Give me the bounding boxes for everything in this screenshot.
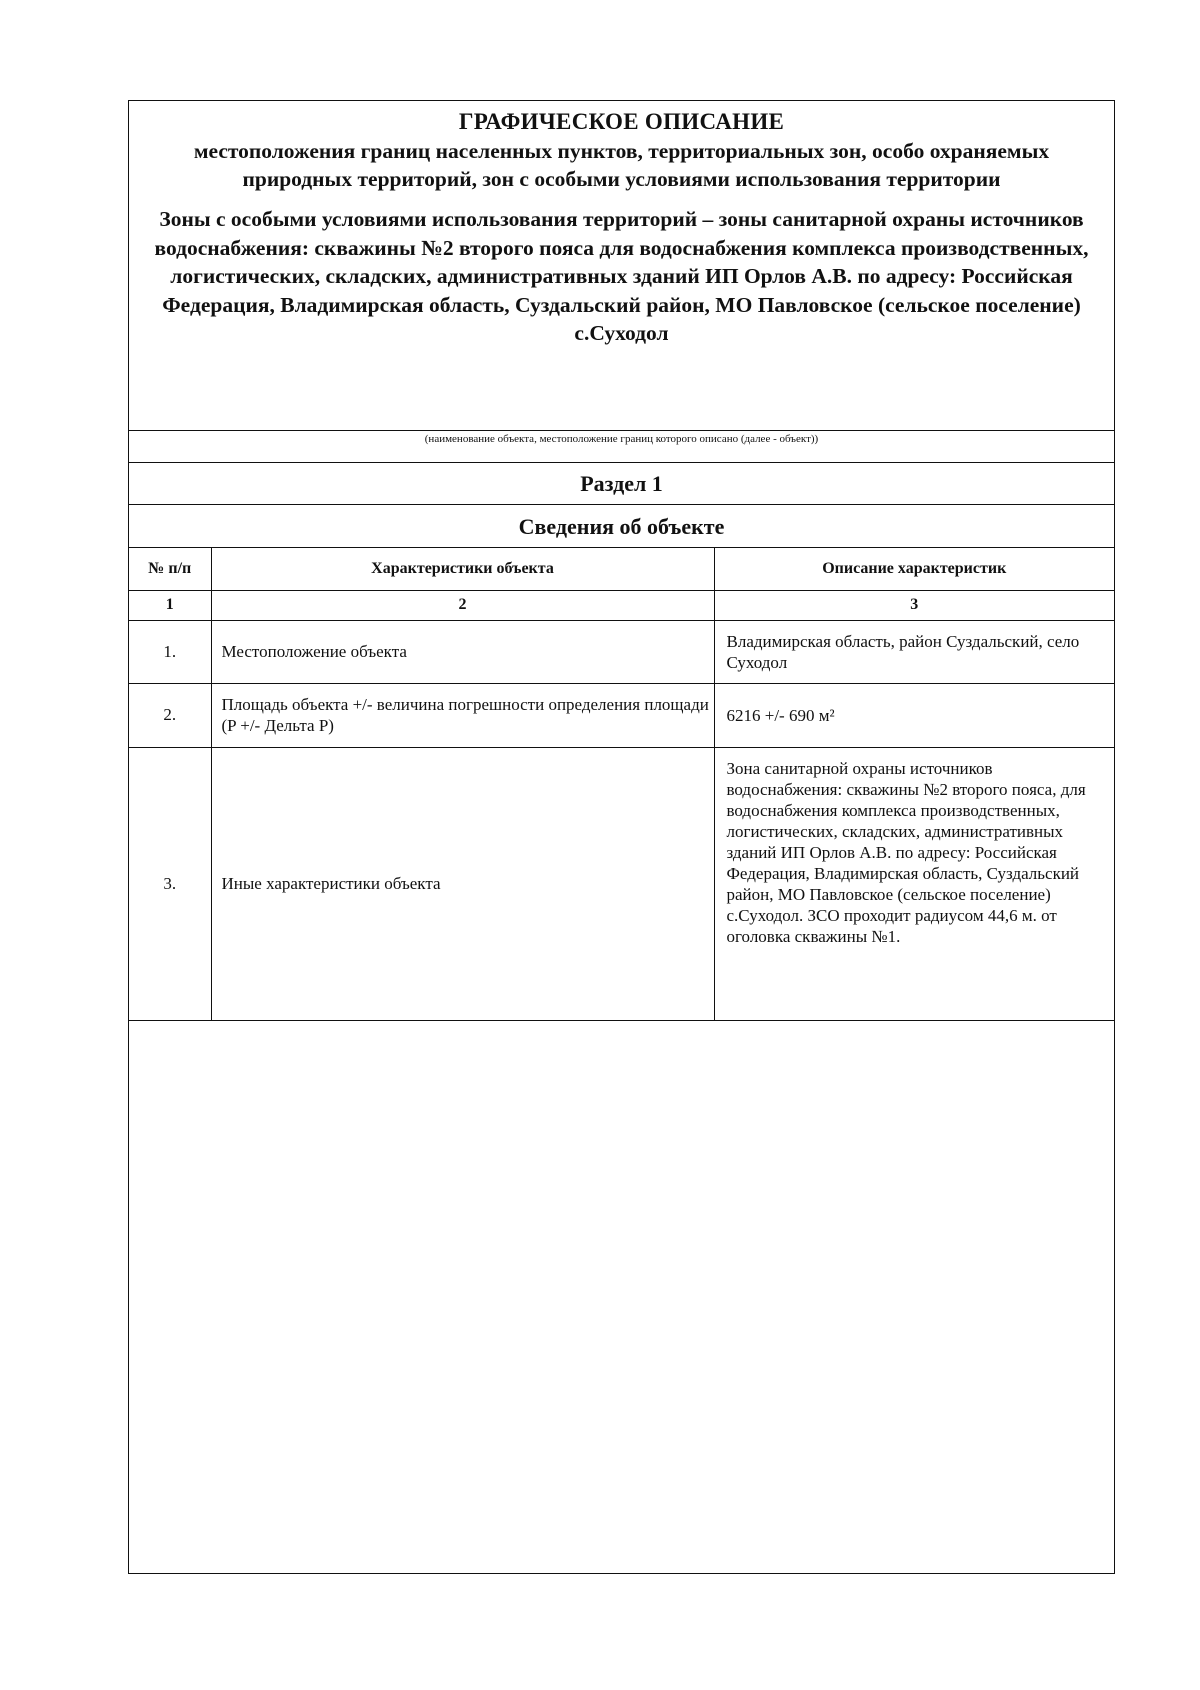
column-header-characteristic: Характеристики объекта [211,548,714,590]
document-title: ГРАФИЧЕСКОЕ ОПИСАНИЕ [458,109,785,134]
row-number: 2. [129,683,211,747]
row-number: 3. [129,747,211,1020]
table-header-row [129,548,1114,590]
table-row [129,620,1114,683]
column-header-num: № п/п [129,548,211,590]
section-title: Раздел 1 [129,463,1114,505]
object-caption: (наименование объекта, местоположение границ которого описано (далее - объект)) [424,433,819,445]
row-characteristic: Иные характеристики объекта [211,747,714,1020]
row-description: 6216 +/- 690 м² [714,683,1114,747]
zone-description: Зоны с особыми условиями использования территорий – зоны санитарной охраны источников водоснабжения: скважины №2 второго пояса для водоснабжения комплекса производственных, логистических, складских, административных зданий ИП Орлов А.В. по адресу: Российская Федерация, Владимирская область, Суздальский район, МО Павловское (сельское поселение) с.Суходол [154,207,1089,345]
table-row [129,683,1114,747]
table-row [129,747,1114,1020]
column-number: 2 [211,590,714,620]
section-subtitle: Сведения об объекте [129,505,1114,548]
row-characteristic: Местоположение объекта [211,620,714,683]
row-description: Владимирская область, район Суздальский, село Суходол [714,620,1114,683]
column-header-description: Описание характеристик [714,548,1114,590]
document-header [129,101,1114,431]
column-number-row [129,590,1114,620]
document-subtitle: местоположения границ населенных пунктов, территориальных зон, особо охраняемых природных территорий, зон с особыми условиями использования территории [193,139,1050,191]
object-info-table [129,548,1114,1021]
document-frame [128,100,1115,1574]
row-description: Зона санитарной охраны источников водоснабжения: скважины №2 второго пояса, для водоснабжения комплекса производственных, логистических, складских, административных зданий ИП Орлов А.В. по адресу: Российская Федерация, Владимирская область, Суздальский район, МО Павловское (сельское поселение) с.Суходол. ЗСО проходит радиусом 44,6 м. от оголовка скважины №1. [714,747,1114,1020]
column-number: 3 [714,590,1114,620]
row-characteristic: Площадь объекта +/- величина погрешности определения площади (P +/- Дельта P) [211,683,714,747]
caption-row [129,431,1114,463]
row-number: 1. [129,620,211,683]
column-number: 1 [129,590,211,620]
